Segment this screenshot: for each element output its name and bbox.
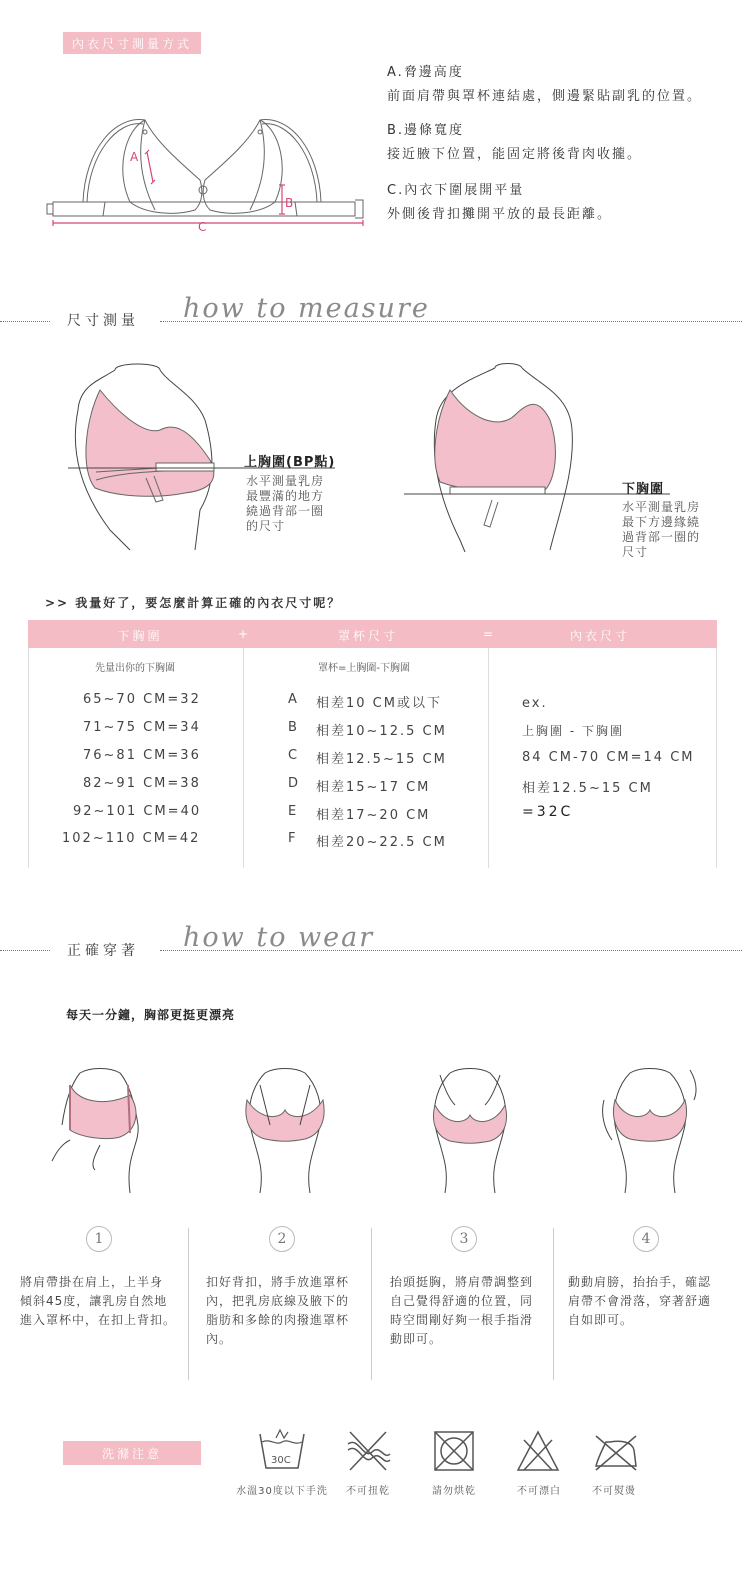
calc-header-equals: = [483, 627, 494, 641]
measure-item-a [387, 66, 702, 103]
step-divider [188, 1228, 189, 1380]
table-divider-2 [488, 648, 489, 868]
under-bust-row: 65~70 CM=32 [83, 692, 201, 707]
example-line: 上胸圍 - 下胸圍 [522, 724, 624, 738]
cup-letter: A [288, 692, 299, 707]
calc-header-under-bust: 下胸圍 [117, 629, 163, 643]
no-wring-icon [344, 1430, 392, 1472]
step-text-line: 傾斜45度，讓乳房自然地 [20, 1294, 168, 1308]
diagram-label-c: C [198, 220, 207, 234]
no-bleach-icon [516, 1430, 560, 1472]
under-bust-title: 下胸圍 [622, 482, 665, 497]
care-label-no-wring: 不可扭乾 [346, 1486, 390, 1497]
under-bust-row: 82~91 CM=38 [83, 776, 201, 791]
example-line: 84 CM-70 CM=14 CM [522, 750, 695, 765]
step-4-text [568, 1273, 733, 1330]
upper-bust-desc-line: 最豐滿的地方 [246, 489, 325, 503]
upper-bust-desc [246, 474, 324, 534]
upper-bust-desc-line: 的尺寸 [246, 519, 286, 533]
under-bust-row: 102~110 CM=42 [62, 831, 201, 846]
under-bust-desc-line: 過背部一圈的 [622, 530, 701, 544]
step-text-line: 將肩帶掛在肩上，上半身 [20, 1275, 164, 1289]
step-2-number: 2 [269, 1226, 295, 1252]
under-bust-desc-line: 最下方邊緣繞 [622, 515, 701, 529]
step-text-line: 自己覺得舒適的位置，同 [390, 1294, 534, 1308]
size-heading: 尺寸測量 [67, 313, 139, 329]
wear-divider-right [160, 950, 742, 951]
wear-divider-left [0, 950, 50, 951]
measure-badge: 內衣尺寸測量方式 [63, 32, 201, 54]
example-line: ex. [522, 696, 548, 711]
step-1-text [20, 1273, 185, 1330]
measure-item-b-desc: 接近腋下位置，能固定將後背肉收攏。 [387, 147, 643, 162]
step-text-line: 扣好背扣，將手放進罩杯 [206, 1275, 350, 1289]
step-text-line: 肩帶不會滑落，穿著舒適 [568, 1294, 712, 1308]
table-divider-1 [243, 648, 244, 868]
upper-bust-desc-line: 繞過背部一圈 [246, 504, 325, 518]
cup-range: 相差10~12.5 CM [316, 724, 447, 739]
wear-subtitle: 每天一分鐘，胸部更挺更漂亮 [66, 1008, 236, 1022]
cup-letter: E [288, 804, 299, 819]
example-result: =32C [522, 804, 574, 820]
size-script: how to measure [183, 293, 430, 324]
step-text-line: 動即可。 [390, 1332, 443, 1346]
no-tumble-dry-icon [433, 1430, 475, 1472]
step-text-line: 內。 [206, 1332, 233, 1346]
measure-item-b [387, 124, 642, 161]
bra-diagram [45, 110, 375, 240]
measure-item-c-title: C.內衣下圍展開平量 [387, 183, 525, 198]
wear-step-1-illustration [50, 1065, 150, 1195]
cup-letter: D [288, 776, 301, 791]
measure-item-b-title: B.邊條寬度 [387, 123, 465, 138]
step-text-line: 脂肪和多餘的肉撥進罩杯 [206, 1313, 350, 1327]
under-bust-desc [622, 500, 700, 560]
step-text-line: 內，把乳房底線及腋下的 [206, 1294, 350, 1308]
wear-step-2-illustration [235, 1065, 335, 1195]
table-border-right [716, 648, 717, 868]
care-label-no-dry: 請勿烘乾 [432, 1486, 476, 1497]
wear-step-3-illustration [420, 1065, 520, 1195]
calc-header-cup: 罩杯尺寸 [337, 629, 398, 643]
step-text-line: 動動肩膀，抬抬手，確認 [568, 1275, 712, 1289]
cup-range: 相差10 CM或以下 [316, 696, 442, 711]
measure-item-c [387, 184, 612, 221]
calc-header-bra-size: 內衣尺寸 [569, 629, 630, 643]
calc-subheader-under-bust: 先量出你的下胸圍 [95, 663, 175, 674]
diagram-label-b: B [285, 196, 294, 210]
under-bust-desc-line: 尺寸 [622, 545, 649, 559]
step-1-number: 1 [86, 1226, 112, 1252]
step-3-text [390, 1273, 550, 1349]
table-border-left [28, 648, 29, 868]
upper-bust-desc-line: 水平測量乳房 [246, 474, 325, 488]
step-3-number: 3 [451, 1226, 477, 1252]
care-badge: 洗滌注意 [63, 1441, 201, 1465]
care-label-hand-wash: 水溫30度以下手洗 [236, 1486, 328, 1497]
calc-header-plus: + [238, 627, 249, 641]
step-text-line: 時空間剛好夠一根手指滑 [390, 1313, 534, 1327]
cup-range: 相差15~17 CM [316, 780, 431, 795]
under-bust-row: 76~81 CM=36 [83, 748, 201, 763]
wear-script: how to wear [183, 922, 375, 953]
under-bust-desc-line: 水平測量乳房 [622, 500, 701, 514]
cup-range: 相差20~22.5 CM [316, 835, 447, 850]
cup-letter: F [288, 831, 298, 846]
care-label-no-bleach: 不可漂白 [517, 1486, 561, 1497]
cup-range: 相差12.5~15 CM [316, 752, 447, 767]
cup-letter: C [288, 748, 300, 763]
diagram-label-a: A [130, 150, 139, 164]
upper-bust-title: 上胸圍(BP點) [244, 455, 336, 470]
calc-question: >> 我量好了，要怎麼計算正確的內衣尺寸呢？ [45, 596, 342, 610]
step-2-text [206, 1273, 366, 1349]
cup-range: 相差17~20 CM [316, 808, 431, 823]
example-line: 相差12.5~15 CM [522, 781, 653, 796]
wash-temp-label: 30C [271, 1455, 291, 1466]
step-text-line: 自如即可。 [568, 1313, 634, 1327]
divider-left [0, 321, 50, 322]
step-text-line: 抬頭挺胸，將肩帶調整到 [390, 1275, 534, 1289]
wear-step-4-illustration [600, 1065, 700, 1195]
measure-item-a-title: A.脅邊高度 [387, 65, 464, 80]
divider-right [160, 321, 742, 322]
under-bust-row: 92~101 CM=40 [73, 804, 202, 819]
no-iron-icon [592, 1432, 638, 1472]
care-label-no-iron: 不可熨燙 [592, 1486, 636, 1497]
step-divider [371, 1228, 372, 1380]
cup-letter: B [288, 720, 299, 735]
calc-subheader-cup: 罩杯=上胸圍-下胸圍 [318, 663, 410, 674]
wear-heading: 正確穿著 [67, 943, 139, 959]
under-bust-row: 71~75 CM=34 [83, 720, 201, 735]
step-text-line: 進入罩杯中，在扣上背扣。 [20, 1313, 177, 1327]
step-divider [553, 1228, 554, 1380]
measure-item-a-desc: 前面肩帶與罩杯連結處，側邊緊貼副乳的位置。 [387, 89, 703, 104]
measure-item-c-desc: 外側後背扣攤開平放的最長距離。 [387, 207, 613, 222]
step-4-number: 4 [633, 1226, 659, 1252]
